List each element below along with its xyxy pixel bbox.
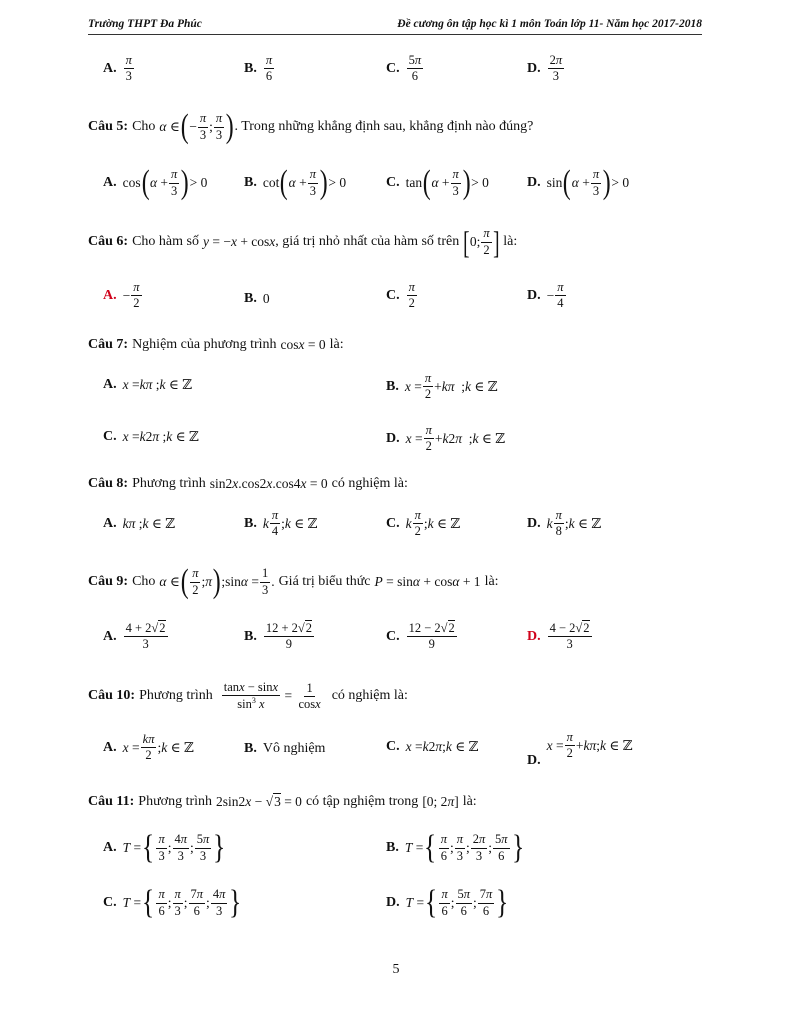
q9-option-d[interactable]: D. $\frac{4 - 2√2}{3}$ — [527, 621, 590, 652]
q9-expression: P = sin α + cos α + 1 — [374, 574, 481, 589]
question-10: Câu 10: Phương trình $\frac{\tan x - \sin x}{\sin^3 x}$ = $\frac{1}{\cos x}$ có nghiệm là: — [88, 680, 408, 712]
question-5: Câu 5: Cho α ∈ ( − $\frac{\pi}{3}$ ; $\frac{\pi}{3}$ ) . Trong những khẳng định sau, khẳng định nào đúng? — [88, 108, 534, 145]
q5-option-d[interactable]: D. sin ( α + $\frac{\pi}{3}$ ) > 0 — [527, 164, 630, 201]
q11-option-d[interactable]: D. T = { $\frac{\pi}{6}$ ; $\frac{5\pi}{6}$ ; $\frac{7\pi}{6}$ } — [386, 884, 509, 921]
question-8: Câu 8: Phương trình sin2 x .cos2 x .cos4 x = 0 có nghiệm là: — [88, 476, 408, 491]
question-6: Câu 6: Cho hàm số y = − x + cos x , giá trị nhỏ nhất của hàm số trên [ 0; $\frac{\pi}{2}$ ] là: — [88, 224, 518, 260]
q8-option-a[interactable]: A. k π ; k ∈ ℤ — [103, 516, 176, 531]
q6-option-c[interactable]: C. $\frac{\pi}{2}$ — [386, 280, 415, 311]
q7-option-b[interactable]: B. x = $\frac{\pi}{2}$ + k π ; k ∈ ℤ — [386, 371, 498, 402]
q10-option-d[interactable]: D. x = $\frac{\pi}{2}$ + k π ; k ∈ ℤ — [527, 730, 633, 768]
q8-option-b[interactable]: B. k $\frac{\pi}{4}$ ; k ∈ ℤ — [244, 508, 318, 539]
header-title: Đề cương ôn tập học kì 1 môn Toán lớp 11- Năm học 2017-2018 — [397, 18, 702, 30]
q8-option-c[interactable]: C. k $\frac{\pi}{2}$ ; k ∈ ℤ — [386, 508, 461, 539]
q5-option-c[interactable]: C. tan ( α + $\frac{\pi}{3}$ ) > 0 — [386, 164, 489, 201]
q6-option-d[interactable]: D. − $\frac{\pi}{4}$ — [527, 280, 564, 311]
header-school: Trường THPT Đa Phúc — [88, 18, 202, 30]
q8-equation: sin2 x .cos2 x .cos4 x = 0 — [209, 476, 328, 491]
q11-option-a[interactable]: A. T = { $\frac{\pi}{3}$ ; $\frac{4\pi}{3}$ ; $\frac{5\pi}{3}$ } — [103, 829, 226, 866]
q4-option-a[interactable]: A. $\frac{\pi}{3}$ — [103, 53, 132, 84]
q7-option-a[interactable]: A. x = k π ; k ∈ ℤ — [103, 377, 193, 392]
q11-option-c[interactable]: C. T = { $\frac{\pi}{6}$ ; $\frac{\pi}{3}$ ; $\frac{7\pi}{6}$ ; $\frac{4\pi}{3}$ } — [103, 884, 242, 921]
q9-option-a[interactable]: A. $\frac{4 + 2√2}{3}$ — [103, 621, 166, 652]
question-9: Câu 9: Cho α ∈ ( $\frac{\pi}{2}$ ; π ) ;sin α = $\frac{1}{3}$ . Giá trị biểu thức P = sin α + cos α + 1 là: — [88, 563, 499, 600]
question-11: Câu 11: Phương trình 2sin2 x − √ 3 = 0 có tập nghiệm trong [0; 2 π ] là: — [88, 793, 477, 809]
q9-option-c[interactable]: C. $\frac{12 - 2√2}{9}$ — [386, 621, 455, 652]
q10-option-c[interactable]: C. x = k 2 π ; k ∈ ℤ — [386, 739, 479, 754]
q8-option-d[interactable]: D. k $\frac{\pi}{8}$ ; k ∈ ℤ — [527, 508, 602, 539]
q7-option-d[interactable]: D. x = $\frac{\pi}{2}$ + k 2 π ; k ∈ ℤ — [386, 423, 506, 454]
q9-option-b[interactable]: B. $\frac{12 + 2√2}{9}$ — [244, 621, 313, 652]
q7-option-c[interactable]: C. x = k 2 π ; k ∈ ℤ — [103, 429, 199, 444]
q10-option-a[interactable]: A. x = $\frac{k\pi}{2}$ ; k ∈ ℤ — [103, 732, 194, 763]
q7-equation: cos x = 0 — [280, 337, 326, 352]
page-header — [88, 13, 702, 35]
q6-option-b[interactable]: B. 0 — [244, 291, 270, 306]
page-number: 5 — [392, 962, 400, 977]
q6-option-a[interactable]: A. − $\frac{\pi}{2}$ — [103, 280, 140, 311]
q9-condition: α ∈ ( $\frac{\pi}{2}$ ; π ) ;sin α = $\frac{1}{3}$ . — [159, 563, 275, 600]
q4-option-b[interactable]: B. $\frac{\pi}{6}$ — [244, 53, 273, 84]
q5-condition: α ∈ ( − $\frac{\pi}{3}$ ; $\frac{\pi}{3}$ ) — [159, 108, 234, 145]
q11-option-b[interactable]: B. T = { $\frac{\pi}{6}$ ; $\frac{\pi}{3}$ ; $\frac{2\pi}{3}$ ; $\frac{5\pi}{6}$ } — [386, 829, 524, 866]
q4-option-d[interactable]: D. $\frac{2\pi}{3}$ — [527, 53, 563, 84]
question-7: Câu 7: Nghiệm của phương trình cos x = 0 là: — [88, 337, 344, 352]
q10-equation: $\frac{\tan x - \sin x}{\sin^3 x}$ = $\frac{1}{\cos x}$ — [223, 680, 321, 712]
q6-function: y = − x + cos x — [202, 234, 276, 249]
q11-interval: [0; 2 π ] — [422, 793, 459, 809]
q10-option-b[interactable]: B. Vô nghiệm — [244, 741, 326, 756]
q4-option-c[interactable]: C. $\frac{5\pi}{6}$ — [386, 53, 422, 84]
q5-option-b[interactable]: B. cot ( α + $\frac{\pi}{3}$ ) > 0 — [244, 164, 347, 201]
q11-equation: 2sin2 x − √ 3 = 0 — [216, 793, 302, 809]
q6-interval: [ 0; $\frac{\pi}{2}$ ] — [463, 224, 500, 260]
q5-option-a[interactable]: A. cos ( α + $\frac{\pi}{3}$ ) > 0 — [103, 164, 208, 201]
